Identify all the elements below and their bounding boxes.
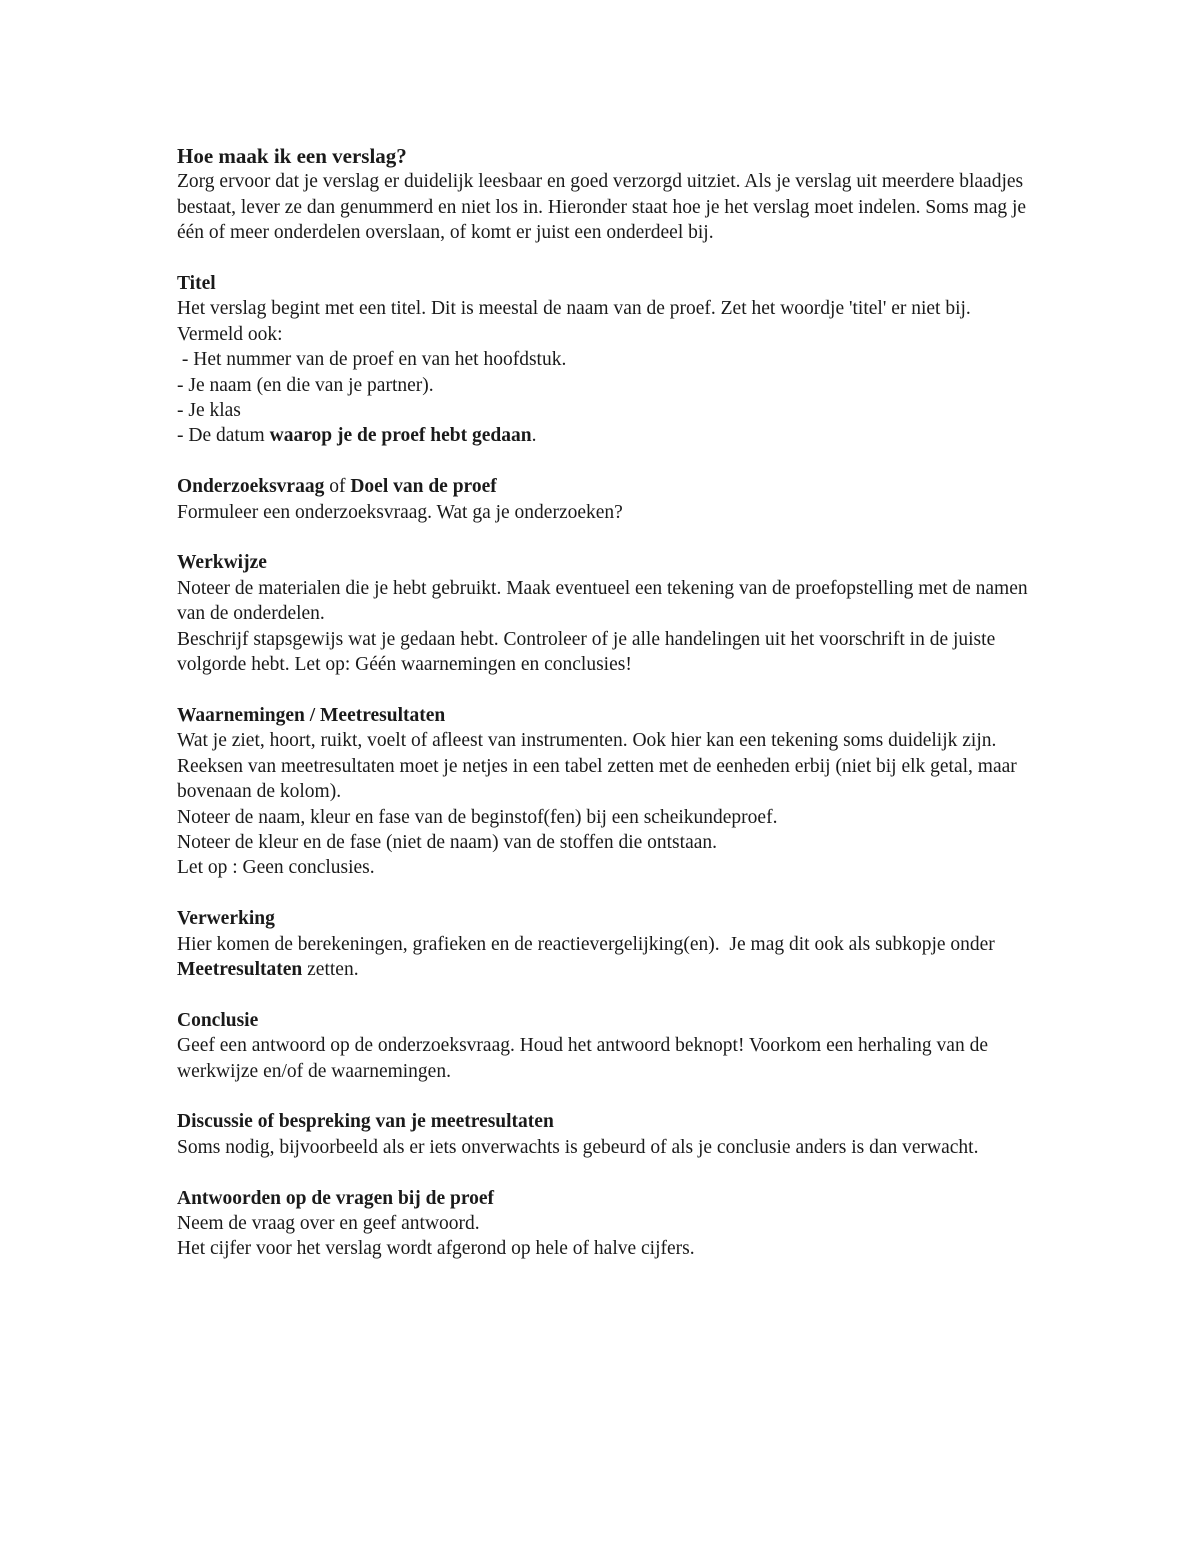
section-antwoorden xyxy=(177,1186,1037,1262)
section-heading-conclusie: Conclusie xyxy=(177,1009,259,1031)
titel-item-4-suffix: . xyxy=(531,425,537,447)
section-werkwijze xyxy=(177,550,1037,677)
section-heading-titel: Titel xyxy=(177,273,216,295)
section-heading-antwoorden: Antwoorden op de vragen bij de proef xyxy=(177,1187,495,1209)
section-titel xyxy=(177,271,1037,449)
section-onderzoeksvraag xyxy=(177,474,1037,525)
titel-text: Het verslag begint met een titel. Dit is meestal de naam van de proef. Zet het woordje 'titel' er niet bij. xyxy=(177,298,971,320)
document-title: Hoe maak ik een verslag? xyxy=(177,144,407,168)
heading-onderzoeksvraag-part1: Onderzoeksvraag xyxy=(177,476,325,498)
titel-item-4-bold: waarop je de proef hebt gedaan xyxy=(269,425,532,447)
werkwijze-line-2: Beschrijf stapsgewijs wat je gedaan hebt. Controleer of je alle handelingen uit het voorschrift in de juiste volgorde hebt. Let op: Géén waarnemingen en conclusies! xyxy=(177,628,996,676)
titel-item-3: - Je klas xyxy=(177,400,241,422)
titel-item-2: - Je naam (en die van je partner). xyxy=(177,374,434,396)
titel-item-4-prefix: - De datum xyxy=(177,425,270,447)
section-heading-discussie: Discussie of bespreking van je meetresultaten xyxy=(177,1111,554,1133)
waarnemingen-line-1: Wat je ziet, hoort, ruikt, voelt of afleest van instrumenten. Ook hier kan een tekening soms duidelijk zijn. xyxy=(177,730,997,752)
intro-paragraph: Zorg ervoor dat je verslag er duidelijk leesbaar en goed verzorgd uitziet. Als je verslag uit meerdere blaadjes bestaat, lever ze dan genummerd en niet los in. Hieronder staat hoe je het verslag moet indelen. Soms mag je één of meer onderdelen overslaan, of komt er juist een onderdeel bij. xyxy=(177,171,1027,244)
titel-item-4 xyxy=(177,423,1037,448)
waarnemingen-line-4: Noteer de kleur en de fase (niet de naam) van de stoffen die ontstaan. xyxy=(177,831,718,853)
waarnemingen-line-5: Let op : Geen conclusies. xyxy=(177,857,375,879)
werkwijze-line-1: Noteer de materialen die je hebt gebruikt. Maak eventueel een tekening van de proefopstelling met de namen van de onderdelen. xyxy=(177,577,1028,625)
section-waarnemingen xyxy=(177,703,1037,881)
section-conclusie xyxy=(177,1008,1037,1084)
waarnemingen-line-2: Reeksen van meetresultaten moet je netjes in een tabel zetten met de eenheden erbij (niet bij elk getal, maar bovenaan de kolom). xyxy=(177,755,1017,803)
section-heading-werkwijze: Werkwijze xyxy=(177,552,267,574)
heading-onderzoeksvraag-part3: Doel van de proef xyxy=(350,476,497,498)
titel-item-1: - Het nummer van de proef en van het hoofdstuk. xyxy=(177,349,567,371)
waarnemingen-line-3: Noteer de naam, kleur en fase van de beginstof(fen) bij een scheikundeproef. xyxy=(177,806,778,828)
discussie-text: Soms nodig, bijvoorbeeld als er iets onverwachts is gebeurd of als je conclusie anders is dan verwacht. xyxy=(177,1136,979,1158)
antwoorden-line-2: Het cijfer voor het verslag wordt afgerond op hele of halve cijfers. xyxy=(177,1238,695,1260)
antwoorden-line-1: Neem de vraag over en geef antwoord. xyxy=(177,1212,480,1234)
verwerking-text-bold: Meetresultaten xyxy=(177,958,303,980)
document-page xyxy=(177,144,1037,1262)
onderzoeksvraag-text: Formuleer een onderzoeksvraag. Wat ga je onderzoeken? xyxy=(177,501,623,523)
verwerking-text-part2: zetten. xyxy=(302,958,359,980)
section-discussie xyxy=(177,1109,1037,1160)
section-heading-onderzoeksvraag xyxy=(177,474,1037,499)
verwerking-text xyxy=(177,932,1037,983)
conclusie-text: Geef een antwoord op de onderzoeksvraag. Houd het antwoord beknopt! Voorkom een herhaling van de werkwijze en/of de waarnemingen. xyxy=(177,1035,988,1082)
section-heading-waarnemingen: Waarnemingen / Meetresultaten xyxy=(177,704,446,726)
heading-onderzoeksvraag-part2: of xyxy=(324,476,351,498)
titel-vermeld: Vermeld ook: xyxy=(177,323,283,345)
verwerking-text-part1: Hier komen de berekeningen, grafieken en de reactievergelijking(en). Je mag dit ook als subkopje onder xyxy=(177,933,1000,955)
section-heading-verwerking: Verwerking xyxy=(177,908,275,930)
section-verwerking xyxy=(177,906,1037,982)
